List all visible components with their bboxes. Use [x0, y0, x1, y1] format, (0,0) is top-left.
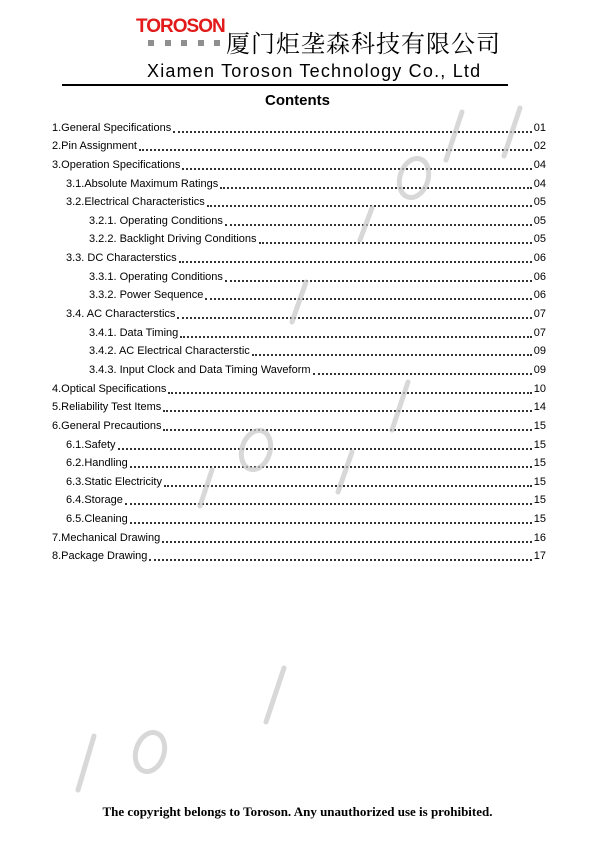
toc-dot-leader	[125, 502, 532, 505]
toc-entry[interactable]	[52, 358, 546, 377]
toc-entry-page: 15	[533, 419, 546, 432]
toc-entry-label: 3.4.2. AC Electrical Characterstic	[89, 345, 250, 358]
toc-entry[interactable]	[52, 452, 546, 471]
toc-entry-label: 1.General Specifications	[52, 121, 172, 134]
toc-entry-page: 09	[533, 345, 546, 358]
toc-entry-label: 3.3.2. Power Sequence	[89, 289, 204, 302]
toc-entry-page: 07	[533, 308, 546, 321]
toc-entry-page: 05	[533, 196, 546, 209]
toc-entry-page: 05	[533, 233, 546, 246]
toc-entry-page: 17	[533, 550, 546, 563]
toc-entry-page: 06	[533, 252, 546, 265]
toc-entry[interactable]	[52, 191, 546, 210]
toc-entry[interactable]	[52, 153, 546, 172]
toc-entry-page: 15	[533, 457, 546, 470]
logo-wordmark: TOROSON	[136, 16, 225, 37]
toc-entry-label: 2.Pin Assignment	[52, 140, 137, 153]
toc-entry[interactable]	[52, 116, 546, 135]
toc-dot-leader	[163, 409, 532, 412]
toc-entry[interactable]	[52, 172, 546, 191]
toc-dot-leader	[182, 167, 531, 170]
toc-entry-page: 05	[533, 214, 546, 227]
toc-entry[interactable]	[52, 470, 546, 489]
logo-subtext	[148, 40, 220, 48]
watermark-stroke	[78, 736, 94, 790]
toc-dot-leader	[168, 391, 531, 394]
toc-entry[interactable]	[52, 265, 546, 284]
toc-dot-leader	[313, 372, 532, 375]
toc-dot-leader	[149, 558, 531, 561]
toc-dot-leader	[162, 540, 532, 543]
toc-entry-label: 6.1.Safety	[66, 438, 116, 451]
toc-dot-leader	[259, 241, 532, 244]
toc-entry-label: 7.Mechanical Drawing	[52, 531, 161, 544]
toc-dot-leader	[173, 130, 532, 133]
watermark-ring	[131, 729, 170, 776]
toc-entry-label: 3.4. AC Characterstics	[66, 308, 176, 321]
toc-entry[interactable]	[52, 228, 546, 247]
toc-entry-label: 6.3.Static Electricity	[66, 475, 162, 488]
toc-entry-page: 15	[533, 438, 546, 451]
toc-entry-page: 04	[533, 177, 546, 190]
toc-dot-leader	[205, 297, 531, 300]
toc-entry[interactable]	[52, 302, 546, 321]
toc-entry-label: 8.Package Drawing	[52, 550, 148, 563]
toc-entry-label: 3.3.1. Operating Conditions	[89, 270, 223, 283]
toc-entry-label: 3.4.1. Data Timing	[89, 326, 179, 339]
toc-entry-page: 06	[533, 270, 546, 283]
toc-entry[interactable]	[52, 507, 546, 526]
toc-dot-leader	[139, 148, 532, 151]
toc-dot-leader	[130, 465, 532, 468]
table-of-contents	[52, 116, 546, 563]
page-title: Contents	[265, 92, 330, 109]
copyright-notice: The copyright belongs to Toroson. Any unauthorized use is prohibited.	[102, 804, 493, 819]
toc-entry[interactable]	[52, 246, 546, 265]
toc-entry-page: 02	[533, 140, 546, 153]
company-name-chinese: 厦门炬垄森科技有限公司	[226, 30, 501, 58]
toc-dot-leader	[207, 204, 532, 207]
toc-entry[interactable]	[52, 526, 546, 545]
toc-entry-page: 15	[533, 494, 546, 507]
toc-entry-page: 07	[533, 326, 546, 339]
toc-entry-page: 14	[533, 401, 546, 414]
toc-entry[interactable]	[52, 489, 546, 508]
toc-entry-label: 6.General Precautions	[52, 419, 162, 432]
toc-dot-leader	[225, 223, 532, 226]
toc-entry-page: 15	[533, 475, 546, 488]
toc-entry-page: 04	[533, 158, 546, 171]
toc-entry[interactable]	[52, 135, 546, 154]
toc-entry[interactable]	[52, 209, 546, 228]
company-name-english: Xiamen Toroson Technology Co., Ltd	[147, 61, 482, 81]
toc-dot-leader	[177, 316, 531, 319]
toc-dot-leader	[130, 521, 532, 524]
toc-dot-leader	[164, 484, 532, 487]
toc-dot-leader	[220, 186, 532, 189]
toc-entry-label: 3.2.Electrical Characteristics	[66, 196, 205, 209]
toc-entry[interactable]	[52, 321, 546, 340]
toc-entry[interactable]	[52, 433, 546, 452]
toc-entry-page: 09	[533, 363, 546, 376]
document-header	[0, 0, 595, 90]
toc-entry-label: 3.1.Absolute Maximum Ratings	[66, 177, 219, 190]
toc-entry[interactable]	[52, 340, 546, 359]
toc-entry-page: 15	[533, 513, 546, 526]
toc-entry[interactable]	[52, 284, 546, 303]
toc-entry-label: 5.Reliability Test Items	[52, 401, 162, 414]
toc-dot-leader	[252, 353, 532, 356]
toc-entry-page: 01	[533, 121, 546, 134]
toc-entry-label: 6.2.Handling	[66, 457, 128, 470]
toc-entry-label: 3.2.1. Operating Conditions	[89, 214, 223, 227]
toroson-logo	[128, 16, 225, 60]
toc-entry-label: 4.Optical Specifications	[52, 382, 167, 395]
toc-dot-leader	[225, 279, 532, 282]
toc-entry-label: 6.4.Storage	[66, 494, 123, 507]
toc-entry-page: 10	[533, 382, 546, 395]
toc-entry-page: 16	[533, 531, 546, 544]
toc-entry-label: 6.5.Cleaning	[66, 513, 128, 526]
header-rule	[62, 84, 508, 86]
toc-entry-label: 3.3. DC Characterstics	[66, 252, 177, 265]
toc-entry-label: 3.2.2. Backlight Driving Conditions	[89, 233, 257, 246]
toc-dot-leader	[163, 428, 531, 431]
toc-entry-label: 3.Operation Specifications	[52, 158, 181, 171]
watermark-stroke	[266, 668, 284, 722]
toc-entry-page: 06	[533, 289, 546, 302]
toc-entry[interactable]	[52, 377, 546, 396]
toc-entry[interactable]	[52, 396, 546, 415]
toc-dot-leader	[180, 335, 531, 338]
toc-entry[interactable]	[52, 545, 546, 564]
toc-entry[interactable]	[52, 414, 546, 433]
toc-entry-label: 3.4.3. Input Clock and Data Timing Waveform	[89, 363, 311, 376]
toc-dot-leader	[179, 260, 532, 263]
toc-dot-leader	[118, 447, 532, 450]
